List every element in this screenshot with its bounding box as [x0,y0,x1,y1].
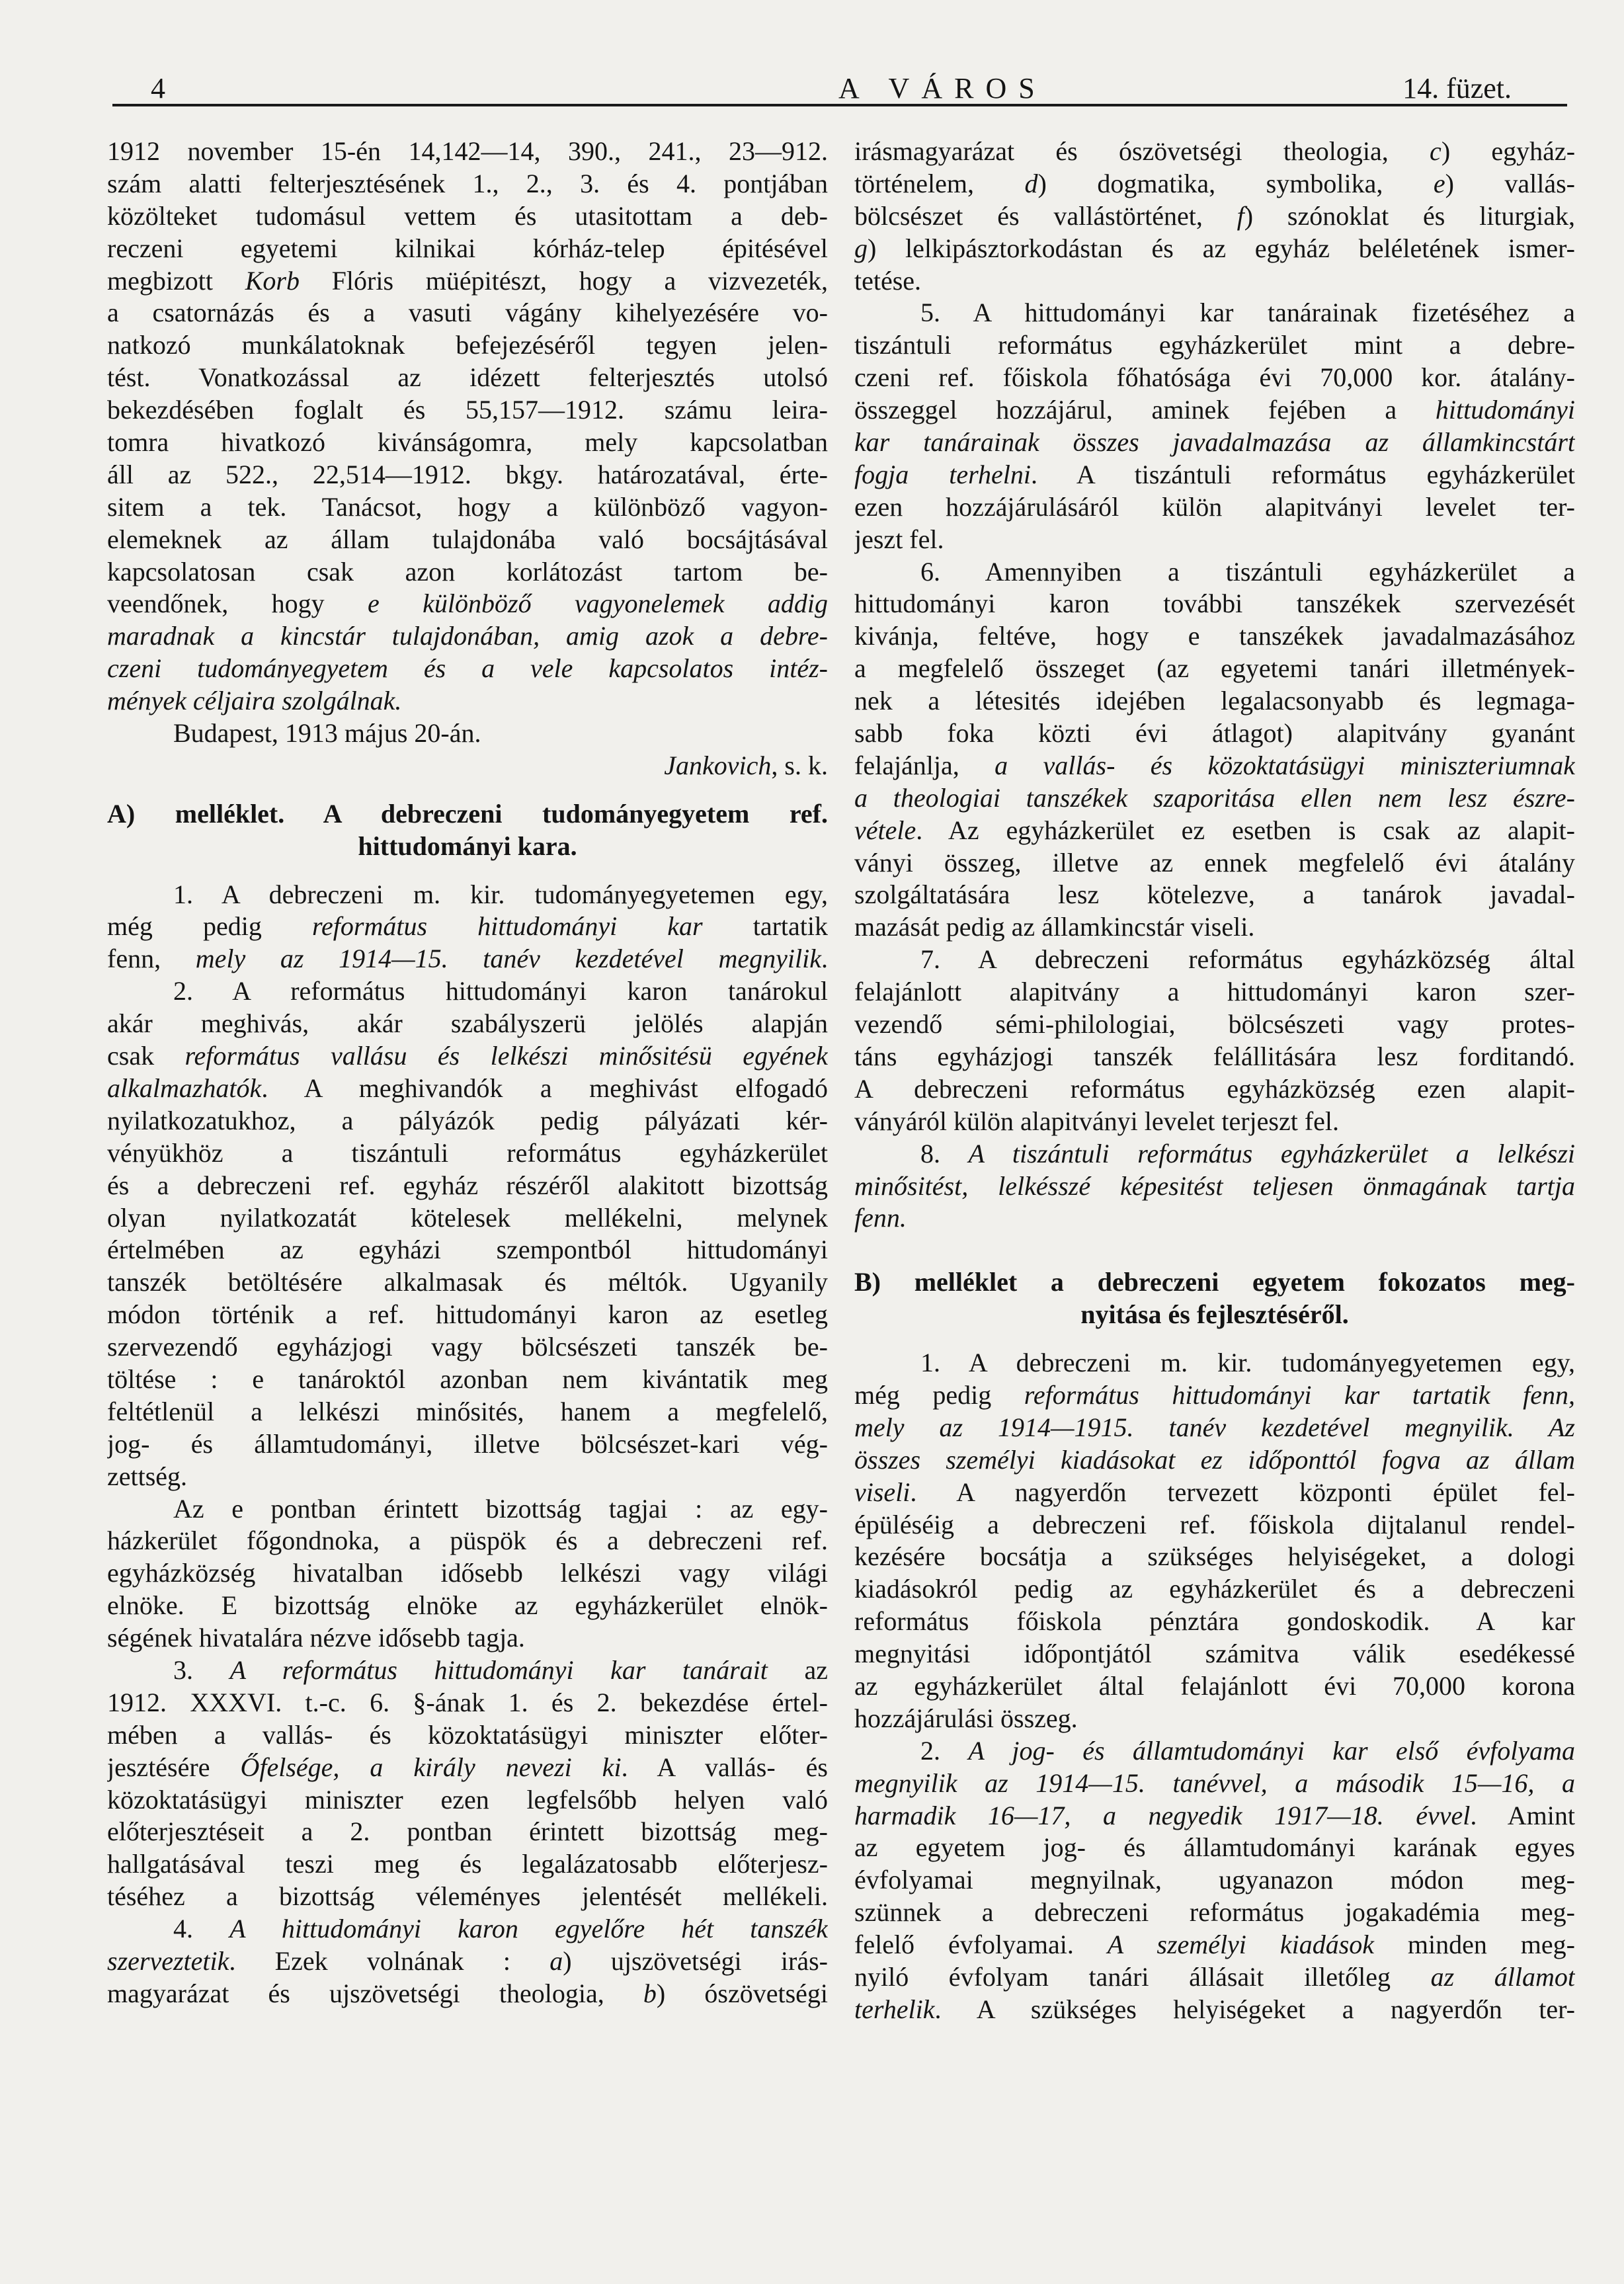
text-line: házkerület főgondnoka, a püspök és a debreczeni ref. [107,1526,828,1556]
text-line: téséhez a bizottság véleményes jelentését mellékeli. [107,1881,828,1912]
text-line: mében a vallás- és közoktatásügyi miniszter előter- [107,1719,828,1750]
text-line: összeggel hozzájárul, aminek fejében a hittudományi [854,395,1575,425]
text-line: g) lelkipásztorkodástan és az egyház beléletének ismer- [854,233,1575,263]
text-line: ványi összeg, illetve az ennek megfelelő évi átalány [854,847,1575,877]
text-line: 4. A hittudományi karon egyelőre hét tanszék [173,1914,828,1944]
text-line: 8. A tiszántuli református egyházkerület a lelkészi [920,1138,1575,1168]
spacer [107,782,828,798]
text-line: református főiskola pénztára gondoskodik. A kar [854,1606,1575,1637]
text-line: irásmagyarázat és ószövetségi theologia, c) egyház- [854,136,1575,166]
spacer [854,1331,1575,1347]
text-line: ségének hivatalára nézve idősebb tagja. [107,1623,525,1653]
text-line: egyházközség hivatalban idősebb lelkészi vagy világi [107,1558,828,1588]
text-line: felajánlott alapitvány a hittudományi karon szer- [854,977,1575,1007]
text-line: 1. A debreczeni m. kir. tudományegyetemen egy, [920,1348,1575,1378]
text-line: 2. A jog- és államtudományi kar első évfolyama [920,1735,1575,1766]
text-line: módon történik a ref. hittudományi karon az esetleg [107,1299,828,1330]
text-line: alkalmazhatók. A meghivandók a meghivást elfogadó [107,1073,828,1103]
text-line: nek a létesités idejében legalacsonyabb és legmaga- [854,686,1575,716]
text-line: maradnak a kincstár tulajdonában, amig azok a debre- [107,621,828,651]
text-line: sitem a tek. Tanácsot, hogy a különböző vagyon- [107,491,828,522]
text-line: 1. A debreczeni m. kir. tudományegyetemen egy, [173,879,828,909]
text-line: és a debreczeni ref. egyház részéről alakitott bizottság [107,1170,828,1200]
text-line: tést. Vonatkozással az idézett felterjesztés utolsó [107,362,828,393]
text-line: natkozó munkálatoknak befejezéséről tegyen jelen- [107,330,828,360]
text-line: kar tanárainak összes javadalmazása az államkincstárt [854,427,1575,458]
text-line: fenn. [854,1203,907,1233]
text-line: az egyházkerület által felajánlott évi 70,000 korona [854,1670,1575,1701]
text-line: hallgatásával teszi meg és legalázatosabb előterjesz- [107,1849,828,1879]
text-line: Budapest, 1913 május 20-án. [173,718,481,749]
page-number: 4 [151,72,165,104]
text-line: nyilatkozatukhoz, a pályázók pedig pályázati kér- [107,1105,828,1135]
text-line: elnöke. E bizottság elnöke az egyházkerület elnök- [107,1590,828,1621]
journal-title: A VÁROS [838,72,1047,104]
spacer [107,863,828,879]
text-line: czeni ref. főiskola főhatósága évi 70,000 kor. átalány- [854,362,1575,393]
text-line: bölcsészet és vallástörténet, f) szónoklat és liturgiak, [854,200,1575,231]
text-line: mények céljaira szolgálnak. [107,686,402,716]
section-heading-line: nyitása és fejlesztéséről. [1080,1299,1349,1330]
text-line: tanszék betöltésére alkalmasak és méltók. Ugyanily [107,1267,828,1297]
text-line: csak református vallásu és lelkészi minősitésü egyének [107,1041,828,1071]
text-line: 1912. XXXVI. t.-c. 6. §-ának 1. és 2. bekezdése értel- [107,1687,828,1717]
text-line: akár meghivás, akár szabályszerü jelölés alapján [107,1008,828,1039]
text-line: a theologiai tanszékek szaporitása ellen nem lesz észre- [854,782,1575,813]
text-line: reczeni egyetemi kilnikai kórház-telep épitésével [107,233,828,263]
text-line: vezendő sémi-philologiai, bölcsészeti vagy protes- [854,1009,1575,1040]
text-line: 3. A református hittudományi kar tanárait az [173,1654,828,1685]
text-line: a csatornázás és a vasuti vágány kihelyezésére vo- [107,298,828,328]
header-rule [112,104,1567,106]
issue-label: 14. füzet. [1402,72,1512,104]
text-line: mely az 1914—1915. tanév kezdetével megnyilik. Az [854,1412,1575,1442]
text-line: évfolyamai megnyilnak, ugyanazon módon meg- [854,1865,1575,1895]
text-line: közoktatásügyi miniszter ezen legfelsőbb helyen való [107,1784,828,1815]
text-line: fogja terhelni. A tiszántuli református egyházkerület [854,459,1575,489]
text-line: tomra hivatkozó kivánságomra, mely kapcsolatban [107,427,828,458]
text-line: ezen hozzájárulásáról külön alapitványi levelet ter- [854,491,1575,522]
text-line: jesztésére Őfelsége, a király nevezi ki. A vallás- és [107,1752,828,1782]
text-line: történelem, d) dogmatika, symbolika, e) vallás- [854,168,1575,198]
section-heading-line: hittudományi kara. [358,831,577,861]
text-line: viseli. A nagyerdőn tervezett központi épület fel- [854,1477,1575,1507]
text-line: czeni tudományegyetem és a vele kapcsolatos intéz- [107,653,828,684]
text-line: töltése : e tanároktól azonban nem kivántatik meg [107,1364,828,1394]
text-line: kapcsolatosan csak azon korlátozást tartom be- [107,556,828,587]
text-line: feltétlenül a lelkészi minősités, hanem a megfelelő, [107,1396,828,1426]
text-line: épüléséig a debreczeni ref. főiskola dijtalanul rendel- [854,1509,1575,1539]
text-line: előterjesztéseit a 2. pontban érintett bizottság meg- [107,1816,828,1847]
text-line: 7. A debreczeni református egyházközség által [920,944,1575,975]
spacer [854,1235,1575,1266]
section-heading-line: B) melléklet a debreczeni egyetem fokozatos meg- [854,1267,1575,1297]
text-line: 5. A hittudományi kar tanárainak fizetéséhez a [920,298,1575,328]
text-line: összes személyi kiadásokat ez időponttól fogva az állam [854,1444,1575,1475]
text-line: vényükhöz a tiszántuli református egyházkerület [107,1137,828,1168]
text-line: szám alatti felterjesztésének 1., 2., 3. és 4. pontjában [107,168,828,198]
text-line: Az e pontban érintett bizottság tagjai : az egy- [173,1493,828,1524]
text-line: Jankovich, s. k. [664,750,828,780]
text-line: olyan nyilatkozatát kötelesek mellékelni, melynek [107,1202,828,1233]
text-line: felelő évfolyamai. A személyi kiadások minden meg- [854,1930,1575,1960]
text-line: kiadásokról pedig az egyházkerület és a debreczeni [854,1574,1575,1604]
text-line: a megfelelő összeget (az egyetemi tanári illetmények- [854,653,1575,684]
text-line: áll az 522., 22,514—1912. bkgy. határozatával, érte- [107,459,828,489]
text-line: szolgáltatására lesz kötelezve, a tanárok javadal- [854,879,1575,910]
text-line: hittudományi karon további tanszékek szervezését [854,589,1575,619]
text-line: felajánlja, a vallás- és közoktatásügyi miniszteriumnak [854,750,1575,780]
text-line: megnyitási időpontjától számitva válik esedékessé [854,1639,1575,1669]
text-line: jeszt fel. [854,524,944,554]
left-column [107,136,828,2010]
right-column [854,136,1575,2026]
text-line: nyiló évfolyam tanári állásait illetőleg az államot [854,1961,1575,1992]
text-line: sabb foka közti évi átlagot) alapitvány gyanánt [854,718,1575,749]
text-line: szerveztetik. Ezek volnának : a) ujszövetségi irás- [107,1945,828,1976]
text-line: 2. A református hittudományi karon tanárokul [173,976,828,1006]
text-line: kezésére bocsátja a szükséges helyiségeket, a dologi [854,1541,1575,1572]
text-line: A debreczeni református egyházközség ezen alapit- [854,1073,1575,1104]
text-line: terhelik. A szükséges helyiségeket a nagyerdőn ter- [854,1994,1575,2024]
text-line: szervezendő egyházjogi vagy bölcsészeti tanszék be- [107,1332,828,1362]
text-line: szünnek a debreczeni református jogakadémia meg- [854,1897,1575,1928]
text-line: még pedig református hittudományi kar tartatik fenn, [854,1379,1575,1410]
text-line: harmadik 16—17, a negyedik 1917—18. évvel. Amint [854,1800,1575,1830]
text-line: megbizott Korb Flóris müépitészt, hogy a vizvezeték, [107,265,828,296]
text-line: megnyilik az 1914—15. tanévvel, a második 15—16, a [854,1768,1575,1798]
text-line: 1912 november 15-én 14,142—14, 390., 241., 23—912. [107,136,828,166]
text-line: zettség. [107,1461,188,1491]
text-line: elemeknek az állam tulajdonába való bocsájtásával [107,524,828,554]
text-line: 6. Amennyiben a tiszántuli egyházkerület a [920,556,1575,587]
text-line: tiszántuli református egyházkerület mint a debre- [854,330,1575,360]
text-line: fenn, mely az 1914—15. tanév kezdetével megnyilik. [107,944,828,974]
text-line: az egyetem jog- és államtudományi karának egyes [854,1832,1575,1863]
text-line: hozzájárulási összeg. [854,1703,1078,1733]
text-line: értelmében az egyházi szempontból hittudományi [107,1235,828,1265]
page-header [111,66,1531,104]
text-line: veendőnek, hogy e különböző vagyonelemek addig [107,589,828,619]
section-heading-line: A) melléklet. A debreczeni tudományegyetem ref. [107,798,828,829]
text-line: magyarázat és ujszövetségi theologia, b) ószövetségi [107,1978,828,2008]
text-line: jog- és államtudományi, illetve bölcsészet-kari vég- [107,1428,828,1459]
text-line: bekezdésében foglalt és 55,157—1912. számu leira- [107,395,828,425]
text-line: még pedig református hittudományi kar tartatik [107,911,828,942]
text-line: közölteket tudomásul vettem és utasitottam a deb- [107,200,828,231]
text-line: tetése. [854,265,922,296]
text-line: táns egyházjogi tanszék felállitására lesz forditandó. [854,1041,1575,1071]
text-line: mazását pedig az államkincstár viseli. [854,912,1255,942]
text-line: vétele. Az egyházkerület ez esetben is csak az alapit- [854,815,1575,845]
text-line: ványáról külön alapitványi levelet terjeszt fel. [854,1106,1340,1136]
text-line: kivánja, feltéve, hogy e tanszékek javadalmazásához [854,621,1575,651]
text-line: minősitést, lelkésszé képesitést teljesen önmagának tartja [854,1170,1575,1201]
